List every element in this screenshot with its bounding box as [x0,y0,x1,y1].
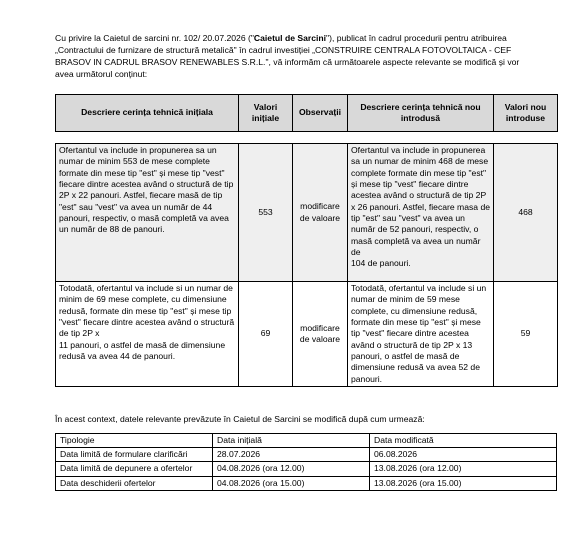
row1-desc-new-last-line: 104 de panouri. [351,258,411,269]
table-row [56,462,557,476]
row2-desc-initial [56,282,239,387]
intro-text-end: "), publicat în cadrul procedurii pentru atribuirea „Contractului de furnizare de structură metalică" în cadrul investiției „CONSTRUIRE CENTRALA FOTOVOLTAICA - CEF BRASOV IN CADRUL BRASOV RENEWABLES S.R.L.", vă informăm că următoarele aspecte relevante se modifică și vor avea următorul conținut: [55,33,520,79]
row2-observatii: modificare de valoare [293,282,348,387]
header-desc-new: Descriere cerința tehnică nou introdusă [348,95,494,132]
dates-row2-modified: 13.08.2026 (ora 12.00) [370,462,557,476]
requirements-header-row [56,95,558,132]
intro-text-start: Cu privire la Caietul de sarcini nr. 102/ 20.07.2026 (" [55,33,254,43]
row1-desc-new [348,144,494,282]
row1-desc-new-text: Ofertantul va include in propunerea sa un numar de minim 468 de mese complete formate din mese tip "est" și mese tip "vest" fiecare dintre acestea având o structură de tip 2P x 26 panouri. Astfel, fiecare masa de tip "est" sau "vest" va avea un număr de 52 panouri, respectiv, o masă completă va avea un număr de [351,145,491,258]
row1-desc-initial: Ofertantul va include in propunerea sa un numar de minim 553 de mese complete formate din mese tip "est" și mese tip "vest" fiecare dintre acestea având o structură de tip 2P x 22 panouri. Astfel, fiecare masă de tip "est" sau "vest" va avea un număr de 44 panouri, respectiv, o masă completă va avea un număr de 88 de panouri. [56,144,239,282]
dates-row3-modified: 13.08.2026 (ora 15.00) [370,476,557,490]
dates-table [55,433,557,491]
requirements-table [55,94,558,387]
context-paragraph: În acest context, datele relevante prevăzute în Caietul de Sarcini se modifică după cum urmează: [55,414,425,424]
dates-row2-type: Data limită de depunere a ofertelor [56,462,213,476]
header-val-new: Valori nou introduse [494,95,558,132]
dates-row3-type: Data deschiderii ofertelor [56,476,213,490]
row2-val-new: 59 [494,282,558,387]
spacer-row [56,132,558,144]
table-row [56,476,557,490]
row1-val-initial: 553 [239,144,293,282]
intro-paragraph [55,33,525,80]
table-row [56,448,557,462]
dates-row1-type: Data limită de formulare clarificări [56,448,213,462]
header-data-initiala: Data inițială [213,434,370,448]
row2-desc-new: Totodată, ofertantul va include si un numar de minim de 59 mese complete, cu dimensiune redusă, formate din mese tip "est" și mese tip "vest" fiecare dintre acestea având o structură de tip 2P x 13 panouri, o astfel de masă de dimensiune redusă va avea 52 de panouri. [348,282,494,387]
row2-desc-initial-text: Totodată, ofertantul va include si un numar de minim de 69 mese complete, cu dimensiune redusă, formate din mese tip "est" și mese tip "vest" fiecare dintre acestea având o structură de tip 2P x [59,283,235,339]
dates-row1-initial: 28.07.2026 [213,448,370,462]
dates-row3-initial: 04.08.2026 (ora 15.00) [213,476,370,490]
header-tipologie: Tipologie [56,434,213,448]
dates-row1-modified: 06.08.2026 [370,448,557,462]
header-observatii: Observații [293,95,348,132]
intro-bold-term: Caietul de Sarcini [253,33,327,43]
row2-desc-initial-last-lines: 11 panouri, o astfel de masă de dimensiune redusă va avea 44 de panouri. [59,339,226,362]
dates-row2-initial: 04.08.2026 (ora 12.00) [213,462,370,476]
header-data-modificata: Data modificată [370,434,557,448]
header-val-initial: Valori inițiale [239,95,293,132]
table-row [56,282,558,387]
dates-header-row [56,434,557,448]
row1-val-new: 468 [494,144,558,282]
row2-val-initial: 69 [239,282,293,387]
row1-observatii: modificare de valoare [293,144,348,282]
table-row [56,144,558,282]
header-desc-initial: Descriere cerința tehnică inițiala [56,95,239,132]
